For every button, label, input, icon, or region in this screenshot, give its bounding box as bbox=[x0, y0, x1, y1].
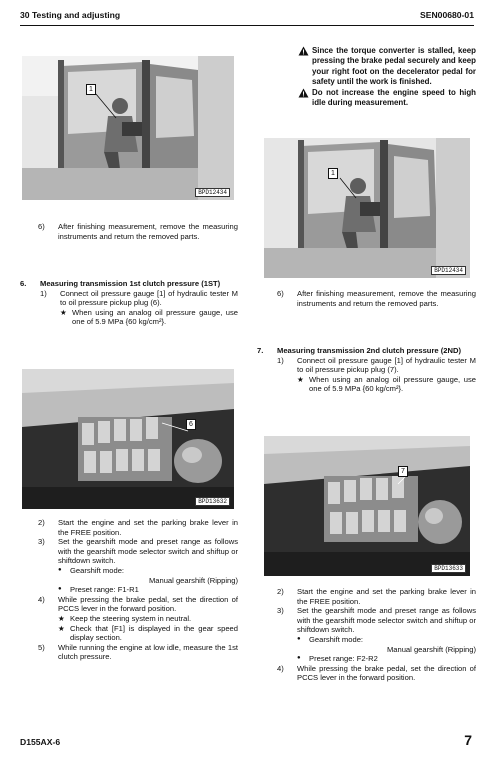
page-number: 7 bbox=[464, 732, 472, 748]
photo-callout: 6 bbox=[186, 419, 196, 430]
step-text: Set the gearshift mode and preset range as follows with the gearshift mode selector switch and shiftup or shiftdown switch. bbox=[297, 606, 476, 635]
section-6-heading bbox=[20, 279, 238, 289]
step-6 bbox=[277, 289, 476, 308]
note-analog-gauge bbox=[257, 375, 476, 394]
step-number: 4) bbox=[277, 663, 284, 673]
step-5 bbox=[38, 643, 238, 662]
step-text: Connect oil pressure gauge [1] of hydraulic tester M to oil pressure pickup plug (7). bbox=[297, 355, 476, 375]
step-number: 2) bbox=[38, 518, 45, 527]
step-text: While pressing the brake pedal, set the direction of PCCS lever in the forward position. bbox=[297, 663, 476, 683]
step-1 bbox=[20, 289, 238, 308]
photo-caption: BPD12434 bbox=[431, 266, 466, 275]
step-3 bbox=[38, 537, 238, 566]
bullet-icon: ● bbox=[58, 566, 62, 573]
bullet-text: Gearshift mode: bbox=[70, 565, 125, 575]
step-number: 6) bbox=[38, 222, 45, 231]
step-text: While running the engine at low idle, measure the 1st clutch pressure. bbox=[58, 642, 238, 662]
photo-valve-plug-6 bbox=[22, 369, 234, 509]
left-column-section-6 bbox=[20, 279, 238, 327]
step-3 bbox=[277, 606, 476, 635]
step-text: Connect oil pressure gauge [1] of hydraulic tester M to oil pressure pickup plug (6). bbox=[60, 288, 238, 308]
page-header bbox=[20, 10, 474, 26]
note-text: Keep the steering system in neutral. bbox=[70, 613, 192, 623]
warning-torque-converter bbox=[298, 46, 476, 88]
note-star-icon: ★ bbox=[58, 613, 65, 623]
step-4 bbox=[277, 664, 476, 683]
left-column-steps bbox=[38, 518, 238, 662]
right-column-section-7 bbox=[257, 346, 476, 394]
bullet-icon: ● bbox=[297, 635, 301, 642]
bullet-icon: ● bbox=[297, 655, 301, 662]
bullet-preset-range bbox=[277, 654, 476, 664]
photo-callout: 1 bbox=[86, 84, 96, 95]
step-number: 2) bbox=[277, 587, 284, 596]
warning-text: Since the torque converter is stalled, keep pressing the brake pedal securely and keep your right foot on the decelerator pedal for safety until the work is finished. bbox=[312, 46, 476, 87]
note-star-icon: ★ bbox=[58, 623, 65, 633]
note-star-icon: ★ bbox=[297, 374, 304, 384]
right-column-steps bbox=[277, 587, 476, 683]
note-check-f1 bbox=[38, 624, 238, 643]
warning-engine-speed bbox=[298, 88, 476, 109]
note-text: When using an analog oil pressure gauge, use one of 5.9 MPa {60 kg/cm²}. bbox=[309, 374, 476, 394]
step-number: 3) bbox=[277, 606, 284, 616]
note-text: Check that [F1] is displayed in the gear speed display section. bbox=[70, 623, 238, 643]
step-text: While pressing the brake pedal, set the direction of PCCS lever in the forward position. bbox=[58, 594, 238, 614]
bullet-text: Preset range: F1-R1 bbox=[70, 585, 139, 595]
warning-icon bbox=[298, 46, 312, 88]
model-name: D155AX-6 bbox=[20, 737, 61, 747]
step-1 bbox=[257, 356, 476, 375]
left-column-text-a bbox=[38, 222, 238, 241]
right-column-warnings bbox=[298, 46, 476, 108]
warning-text: Do not increase the engine speed to high idle during measurement. bbox=[312, 87, 476, 108]
bullet-text: Gearshift mode: bbox=[309, 634, 364, 644]
right-column-step-6 bbox=[277, 289, 476, 308]
bullet-gearshift-mode bbox=[277, 635, 476, 645]
document-code: SEN00680-01 bbox=[420, 10, 474, 20]
photo-caption: BPD13633 bbox=[431, 564, 466, 573]
section-title: 30 Testing and adjusting bbox=[20, 10, 121, 20]
bullet-text: Preset range: F2-R2 bbox=[309, 654, 378, 664]
photo-callout: 7 bbox=[398, 466, 408, 477]
step-text: Start the engine and set the parking brake lever in the FREE position. bbox=[297, 587, 476, 606]
bullet-icon: ● bbox=[58, 586, 62, 593]
note-steering bbox=[38, 614, 238, 624]
step-text: After finishing measurement, remove the measuring instruments and return the removed parts. bbox=[58, 222, 238, 241]
section-7-heading bbox=[257, 346, 476, 356]
section-number: 6. bbox=[20, 279, 27, 288]
step-text: Start the engine and set the parking brake lever in the FREE position. bbox=[58, 518, 238, 537]
step-text: Set the gearshift mode and preset range as follows with the gearshift mode selector switch and shiftup or shiftdown switch. bbox=[58, 537, 238, 566]
step-2 bbox=[38, 518, 238, 537]
photo-caption: BPD13632 bbox=[195, 497, 230, 506]
step-2 bbox=[277, 587, 476, 606]
photo-operator-cab bbox=[22, 56, 234, 200]
step-4 bbox=[38, 595, 238, 614]
note-analog-gauge bbox=[20, 308, 238, 327]
note-text: When using an analog oil pressure gauge, use one of 5.9 MPa {60 kg/cm²}. bbox=[72, 307, 238, 327]
section-number: 7. bbox=[257, 346, 264, 355]
step-number: 1) bbox=[277, 355, 284, 365]
photo-valve-plug-7 bbox=[264, 436, 470, 576]
step-number: 3) bbox=[38, 537, 45, 547]
step-number: 1) bbox=[40, 288, 47, 298]
photo-caption: BPD12434 bbox=[195, 188, 230, 197]
step-number: 6) bbox=[277, 289, 284, 298]
step-number: 5) bbox=[38, 642, 45, 652]
step-6 bbox=[38, 222, 238, 241]
warning-icon bbox=[298, 88, 312, 109]
step-text: After finishing measurement, remove the measuring instruments and return the removed parts. bbox=[297, 289, 476, 308]
gearshift-mode-value: Manual gearshift (Ripping) bbox=[148, 575, 238, 585]
photo-operator-cab-2 bbox=[264, 138, 470, 278]
note-star-icon: ★ bbox=[60, 307, 67, 317]
bullet-gearshift-mode bbox=[38, 566, 238, 576]
step-number: 4) bbox=[38, 594, 45, 604]
gearshift-mode-value: Manual gearshift (Ripping) bbox=[386, 644, 476, 654]
photo-callout: 1 bbox=[328, 168, 338, 179]
bullet-preset-range bbox=[38, 585, 238, 595]
section-heading: Measuring transmission 2nd clutch pressure (2ND) bbox=[277, 346, 461, 355]
section-heading: Measuring transmission 1st clutch pressure (1ST) bbox=[40, 279, 221, 288]
